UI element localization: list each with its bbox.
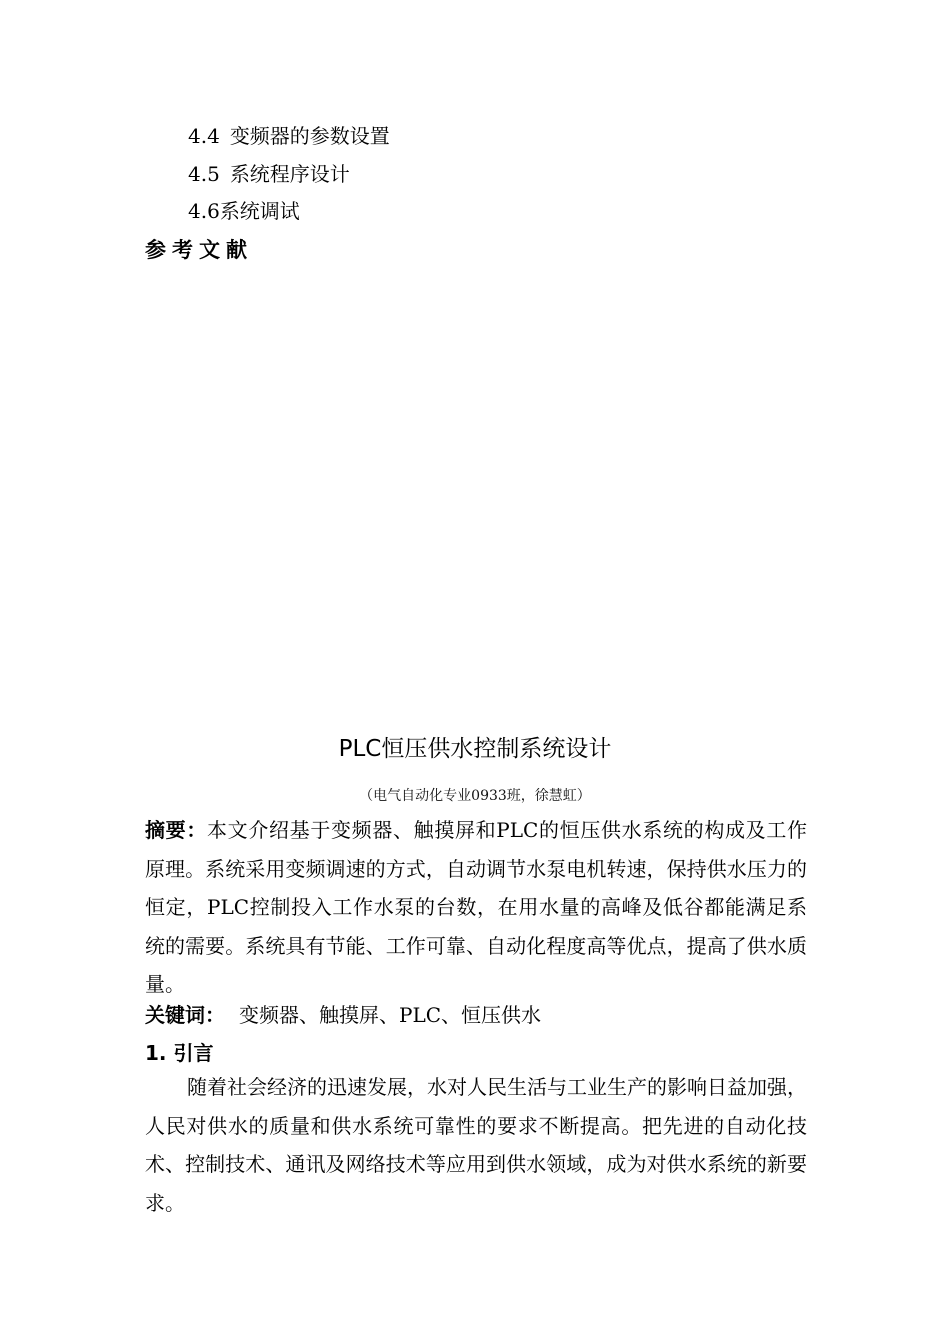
keywords-label: 关键词：	[145, 1003, 225, 1027]
toc-item	[188, 197, 300, 225]
abstract-label: 摘要：	[145, 818, 207, 842]
abstract-paragraph	[145, 811, 807, 1004]
toc-item-label: 变频器的参数设置	[229, 124, 390, 148]
author-line: （电气自动化专业0933班，徐慧虹）	[359, 788, 591, 804]
section-heading: 1. 引言	[145, 1041, 214, 1065]
toc-item	[188, 122, 390, 150]
keywords-text: 变频器、触摸屏、PLC、恒压供水	[239, 1003, 542, 1027]
toc-item-label: 系统调试	[219, 199, 300, 223]
toc-references: 参考文献	[145, 237, 253, 262]
toc-item-number: 4.6	[188, 199, 220, 223]
abstract-text: 本文介绍基于变频器、触摸屏和PLC的恒压供水系统的构成及工作原理。系统采用变频调速的方式，自动调节水泵电机转速，保持供水压力的恒定，PLC控制投入工作水泵的台数，在用水量的高峰及低谷都能满足系统的需要。系统具有节能、工作可靠、自动化程度高等优点，提高了供水质量。	[145, 818, 807, 996]
toc-item-label: 系统程序设计	[229, 162, 350, 186]
keywords-line	[145, 996, 541, 1034]
toc-item-number: 4.5	[188, 162, 220, 186]
toc-item-number: 4.4	[188, 124, 220, 148]
document-title: PLC恒压供水控制系统设计	[338, 736, 612, 762]
toc-item	[188, 160, 350, 188]
intro-paragraph: 随着社会经济的迅速发展，水对人民生活与工业生产的影响日益加强，人民对供水的质量和供水系统可靠性的要求不断提高。把先进的自动化技术、控制技术、通讯及网络技术等应用到供水领域，成为对供水系统的新要求。	[145, 1075, 807, 1215]
